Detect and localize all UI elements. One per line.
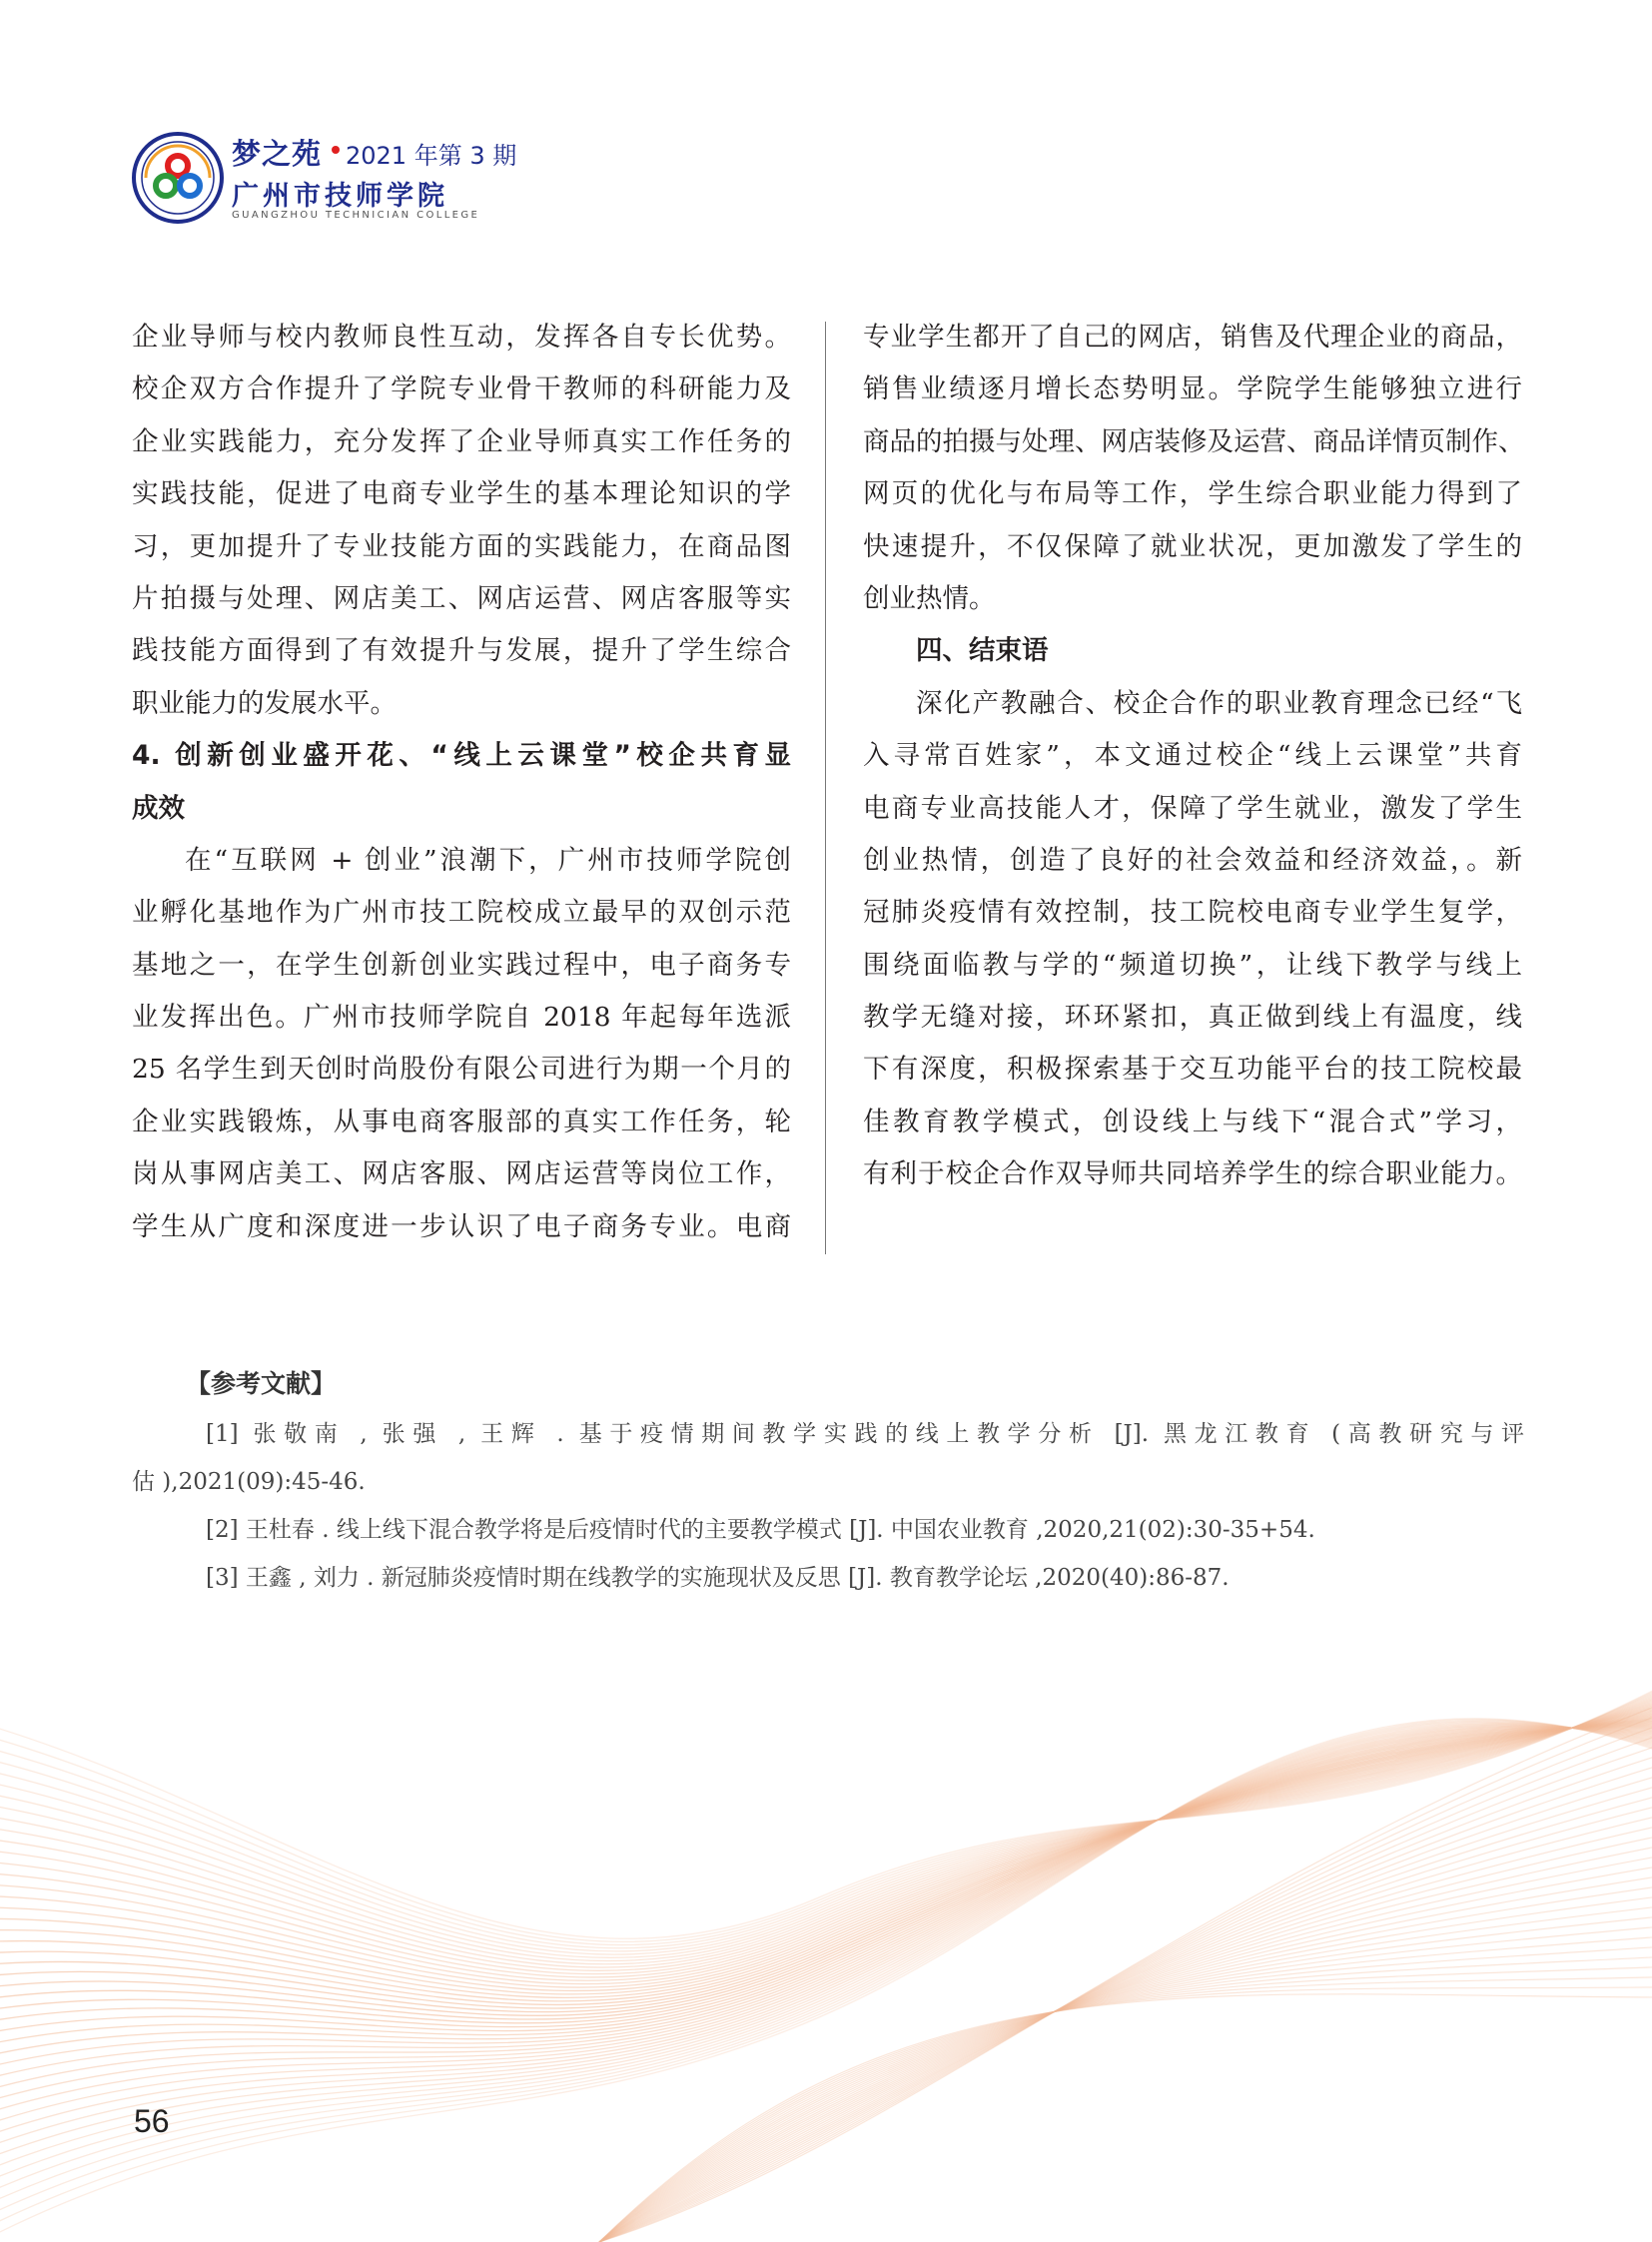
paragraph-line: 践技能方面得到了有效提升与发展，提升了学生综合 [132,635,791,667]
paragraph-line: 网页的优化与布局等工作，学生综合职业能力得到了 [863,478,1522,510]
page-number: 56 [134,2103,170,2139]
paragraph-line: 教学无缝对接，环环紧扣，真正做到线上有温度，线 [863,1002,1522,1034]
paragraph-line: 实践技能，促进了电商专业学生的基本理论知识的学 [132,478,791,510]
reference-item: [1] 张敬南 , 张强 , 王辉 . 基于疫情期间教学实践的线上教学分析 [J]. 黑龙江教育 (高教研究与评 [206,1421,1524,1447]
wave-line [599,1822,1652,2242]
reference-item: [3] 王鑫 , 刘力 . 新冠肺炎疫情时期在线教学的实施现状及反思 [J]. 教育教学论坛 ,2020(40):86-87. [206,1565,1230,1591]
wave-line [599,1966,1652,2242]
paragraph-line: 专业学生都开了自己的网店，销售及代理企业的商品， [863,322,1522,353]
paragraph-line: 深化产教融合、校企合作的职业教育理念已经“飞 [916,687,1522,719]
paragraph-line: 在“互联网 + 创业”浪潮下，广州市技师学院创 [185,844,791,876]
paragraph-line: 创业热情，创造了良好的社会效益和经济效益，。新 [863,844,1522,876]
paragraph-line: 职业能力的发展水平。 [132,687,397,719]
college-logo-icon [132,132,224,224]
journal-name: 梦之苑 [232,137,323,171]
paragraph-line: 企业实践能力，充分发挥了企业导师真实工作任务的 [132,425,791,457]
paragraph-line: 业发挥出色。广州市技师学院自 2018 年起每年选派 [132,1002,791,1034]
section-heading-line: 成效 [132,792,185,824]
college-name: 广州市技师学院 [232,181,448,212]
paragraph-line: 销售业绩逐月增长态势明显。学院学生能够独立进行 [863,374,1522,405]
paragraph-line: 基地之一，在学生创新创业实践过程中，电子商务专 [132,949,791,981]
college-name-english: GUANGZHOU TECHNICIAN COLLEGE [232,210,480,221]
paragraph-line: 业孵化基地作为广州市技工院校成立最早的双创示范 [132,897,791,929]
wave-line [599,1894,1652,2242]
paragraph-line: 片拍摄与处理、网店美工、网店运营、网店客服等实 [132,582,791,614]
paragraph-line: 25 名学生到天创时尚股份有限公司进行为期一个月的 [132,1054,791,1086]
wave-line [599,1853,1652,2242]
section-heading-line: 四、结束语 [916,635,1049,667]
references-section [132,1358,1524,1602]
masthead [132,128,691,228]
section-heading-line: 4. 创新创业盛开花、“线上云课堂”校企共育显 [132,740,791,772]
paragraph-line: 有利于校企合作双导师共同培养学生的综合职业能力。 [863,1158,1522,1190]
paragraph-line: 学生从广度和深度进一步认识了电子商务专业。电商 [132,1210,791,1242]
paragraph-line: 岗从事网店美工、网店客服、网店运营等岗位工作， [132,1158,791,1190]
paragraph-line: 围绕面临教与学的“频道切换”，让线下教学与线上 [863,949,1522,981]
paragraph-line: 快速提升，不仅保障了就业状况，更加激发了学生的 [863,530,1522,562]
column-divider [825,322,826,1254]
paragraph-line: 企业实践锻炼，从事电商客服部的真实工作任务，轮 [132,1106,791,1137]
references-heading: 【参考文献】 [186,1369,337,1398]
wave-line [599,1883,1652,2242]
paragraph-line: 企业导师与校内教师良性互动，发挥各自专长优势。 [132,322,791,353]
paragraph-line: 电商专业高技能人才，保障了学生就业，激发了学生 [863,792,1522,824]
paragraph-line: 商品的拍摄与处理、网店装修及运营、商品详情页制作、 [863,425,1525,457]
wave-line [599,1781,1652,2242]
wave-line [599,1976,1652,2242]
reference-item: [2] 王杜春 . 线上线下混合教学将是后疫情时代的主要教学模式 [J]. 中国农业教育 ,2020,21(02):30-35+54. [206,1517,1315,1543]
paragraph-line: 佳教育教学模式，创设线上与线下“混合式”学习， [863,1106,1522,1137]
paragraph-line: 下有深度，积极探索基于交互功能平台的技工院校最 [863,1054,1522,1086]
paragraph-line: 入寻常百姓家”，本文通过校企“线上云课堂”共育 [863,740,1522,772]
paragraph-line: 创业热情。 [863,582,996,614]
issue-label: 2021 年第 3 期 [346,142,517,170]
left-column [132,312,791,1253]
paragraph-line: 冠肺炎疫情有效控制，技工院校电商专业学生复学， [863,897,1522,929]
reference-item-continuation: 估 ),2021(09):45-46. [132,1469,366,1495]
right-column [863,312,1525,1201]
paragraph-line: 校企双方合作提升了学院专业骨干教师的科研能力及 [132,374,791,405]
wave-line [599,1832,1652,2242]
red-dot-icon [332,146,340,154]
paragraph-line: 习，更加提升了专业技能方面的实践能力，在商品图 [132,530,791,562]
